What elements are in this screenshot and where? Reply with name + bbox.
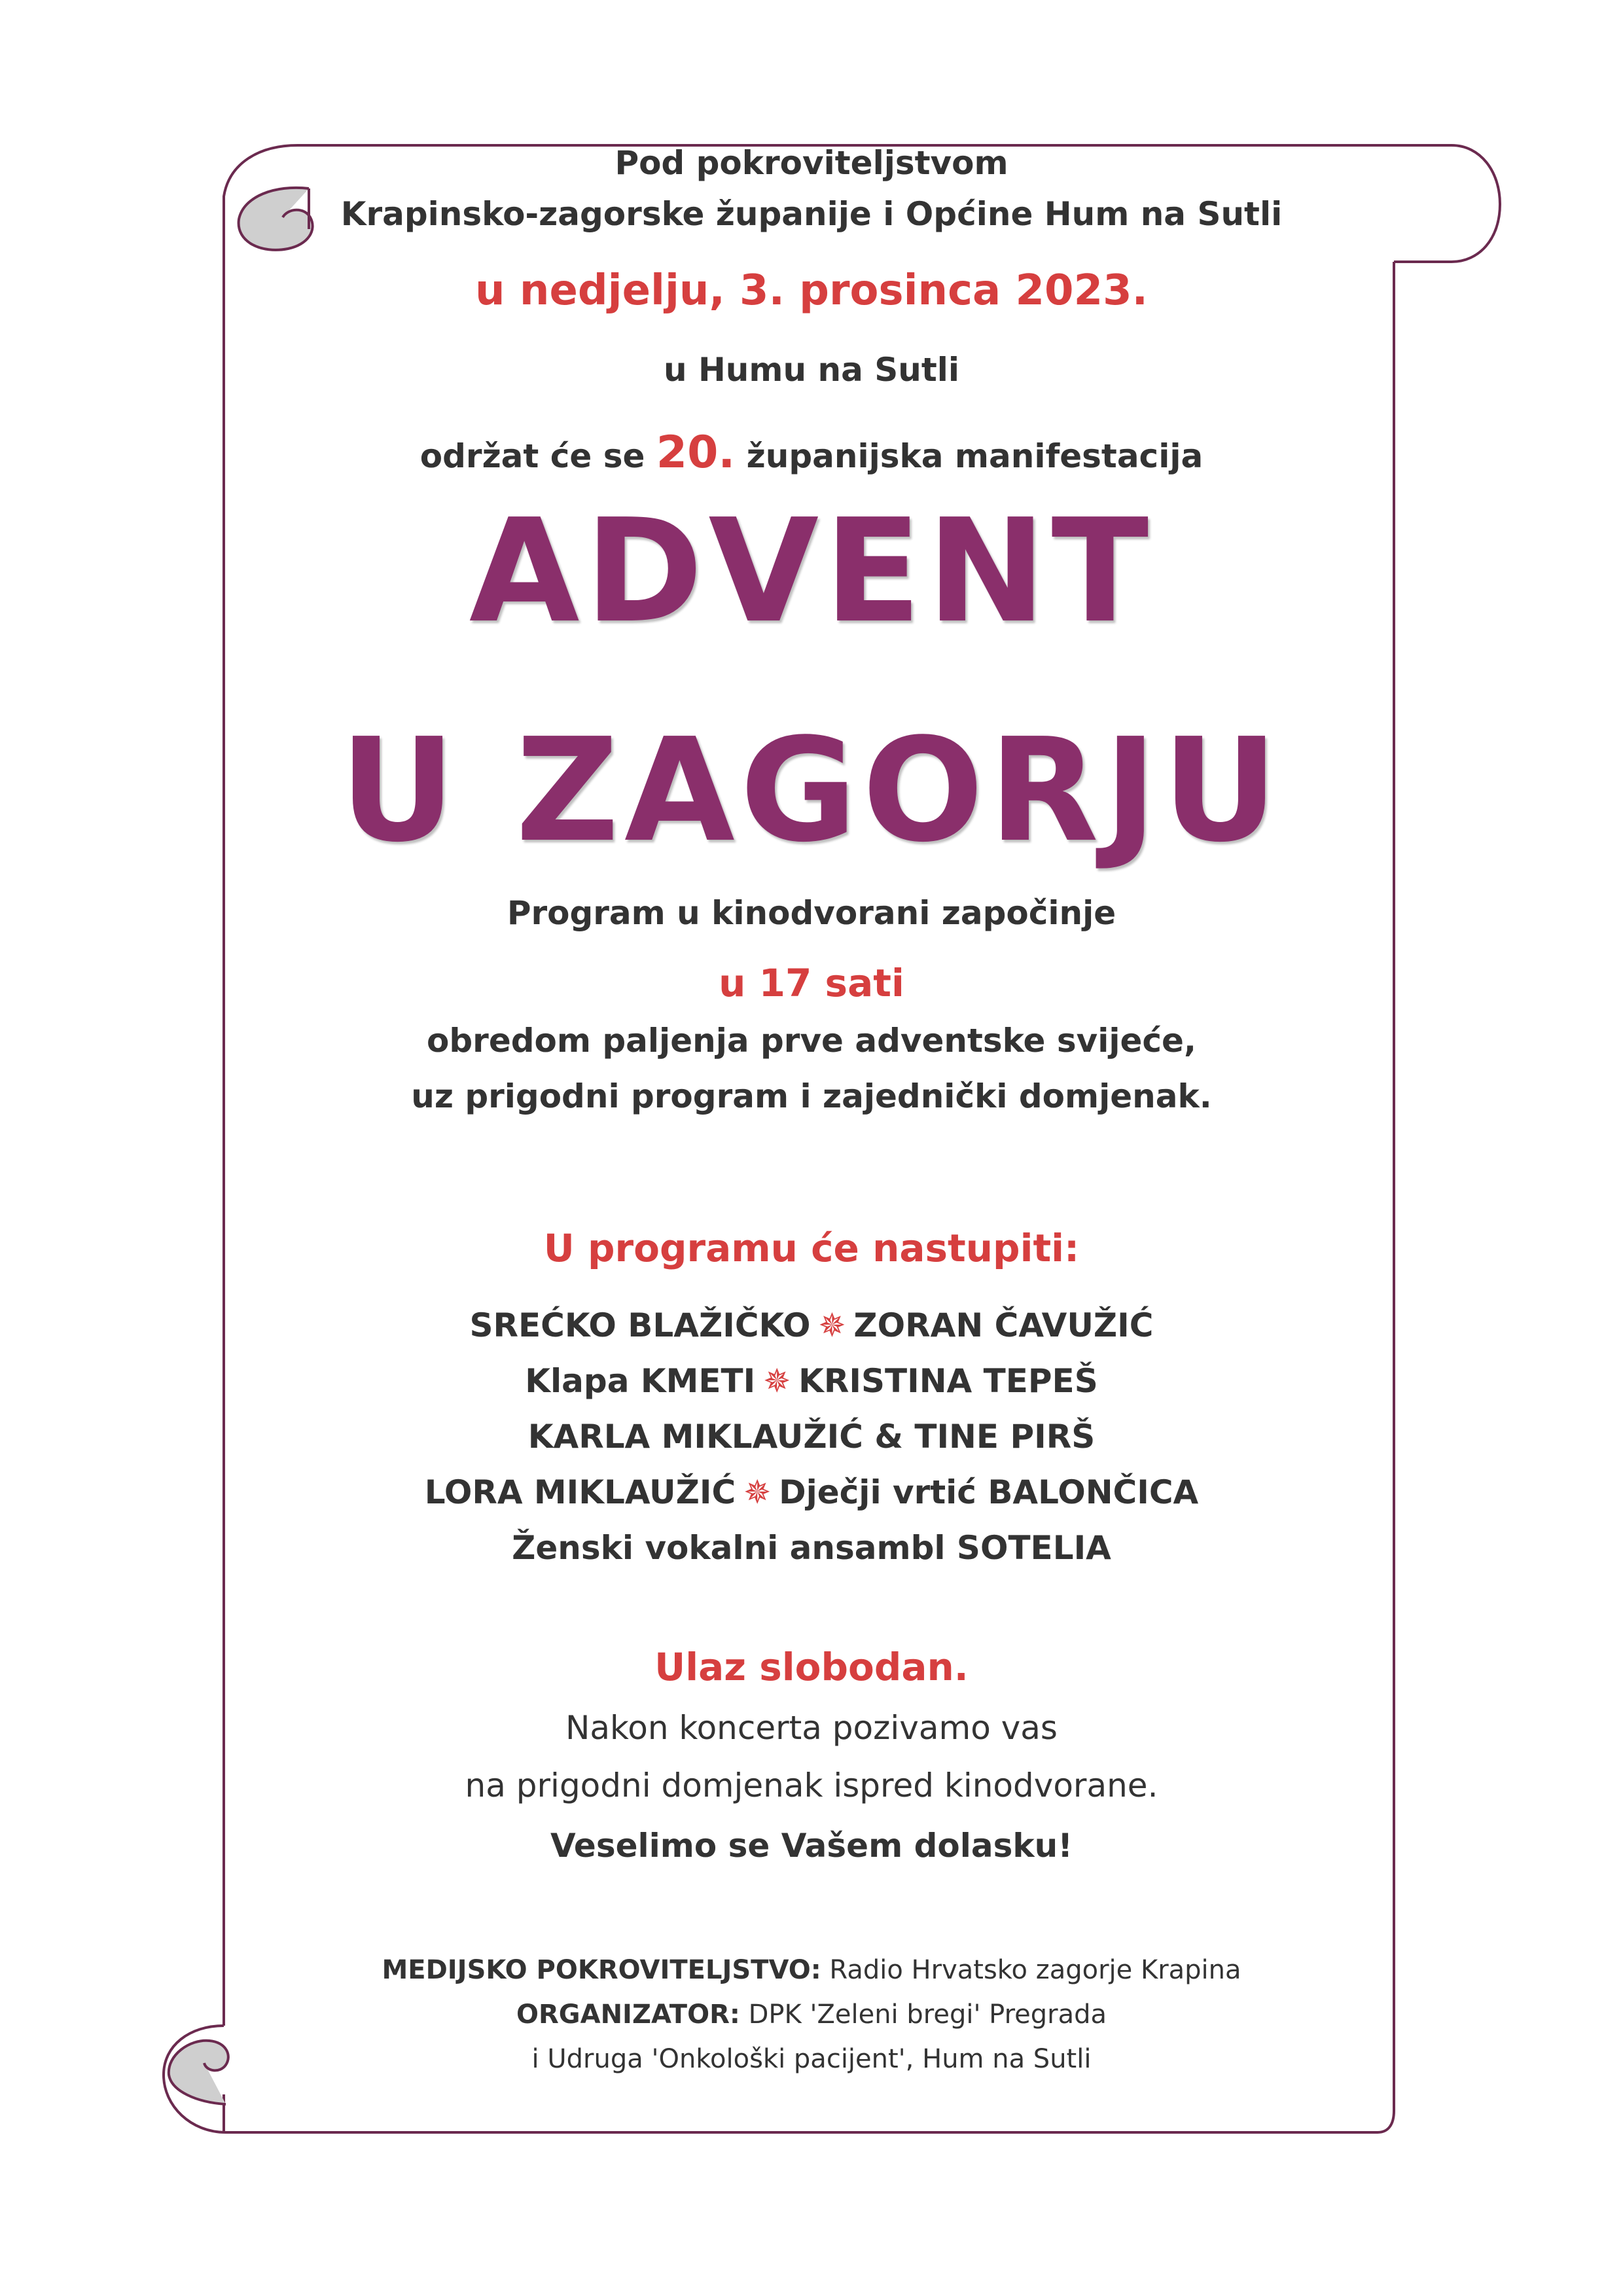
performers-row-3: KARLA MIKLAUŽIĆ & TINE PIRŠ	[527, 1418, 1096, 1456]
organizer-line-2: i Udruga 'Onkološki pacijent', Hum na Sutli	[531, 2044, 1092, 2074]
entry-line-2: na prigodni domjenak ispred kinodvorane.	[465, 1767, 1158, 1804]
announcement	[0, 427, 1623, 478]
performer-name: LORA MIKLAUŽIĆ	[424, 1473, 736, 1511]
event-title-line-1: ADVENT	[469, 489, 1154, 655]
event-place: u Humu na Sutli	[663, 351, 960, 389]
program-line-3: uz prigodni program i zajednički domjenak.	[411, 1077, 1212, 1115]
organizer-label: ORGANIZATOR:	[516, 2000, 740, 2030]
free-entry: Ulaz slobodan.	[654, 1645, 969, 1689]
edition-number: 20.	[656, 427, 736, 478]
organizer	[0, 2001, 1623, 2028]
entry-line-1: Nakon koncerta pozivamo vas	[565, 1709, 1058, 1747]
media-sponsor-label: MEDIJSKO POKROVITELJSTVO:	[382, 1955, 821, 1985]
star-separator-icon: ✵	[818, 1306, 846, 1344]
performer-name: Klapa KMETI	[525, 1362, 756, 1400]
program-line-2: obredom paljenja prve adventske svijeće,	[427, 1022, 1196, 1060]
patronage-line-2: Krapinsko-zagorske županije i Općine Hum na Sutli	[340, 195, 1283, 233]
performer-name: KRISTINA TEPEŠ	[798, 1362, 1098, 1400]
performers-row-4	[0, 1473, 1623, 1511]
program-time: u 17 sati	[719, 961, 904, 1005]
entry-line-3: Veselimo se Vašem dolasku!	[550, 1827, 1073, 1865]
patronage-line-1: Pod pokroviteljstvom	[615, 144, 1008, 182]
performers-row-2	[0, 1362, 1623, 1400]
star-separator-icon: ✵	[763, 1362, 791, 1400]
announcement-suffix: županijska manifestacija	[735, 437, 1204, 475]
performer-name: SREĆKO BLAŽIČKO	[469, 1306, 811, 1344]
performer-name: ZORAN ČAVUŽIĆ	[853, 1306, 1154, 1344]
star-separator-icon: ✵	[743, 1473, 772, 1511]
performers-row-1	[0, 1306, 1623, 1344]
performers-row-5: Ženski vokalni ansambl SOTELIA	[512, 1529, 1111, 1567]
program-intro: Program u kinodvorani započinje	[507, 894, 1116, 932]
media-sponsor	[0, 1957, 1623, 1983]
media-sponsor-value: Radio Hrvatsko zagorje Krapina	[821, 1955, 1241, 1985]
performer-name: Dječji vrtić BALONČICA	[779, 1473, 1199, 1511]
event-title-line-2: U ZAGORJU	[340, 708, 1283, 874]
organizer-value: DPK 'Zeleni bregi' Pregrada	[740, 2000, 1107, 2030]
performers-heading: U programu će nastupiti:	[543, 1226, 1080, 1270]
announcement-prefix: održat će se	[419, 437, 656, 475]
event-date: u nedjelju, 3. prosinca 2023.	[475, 266, 1148, 315]
